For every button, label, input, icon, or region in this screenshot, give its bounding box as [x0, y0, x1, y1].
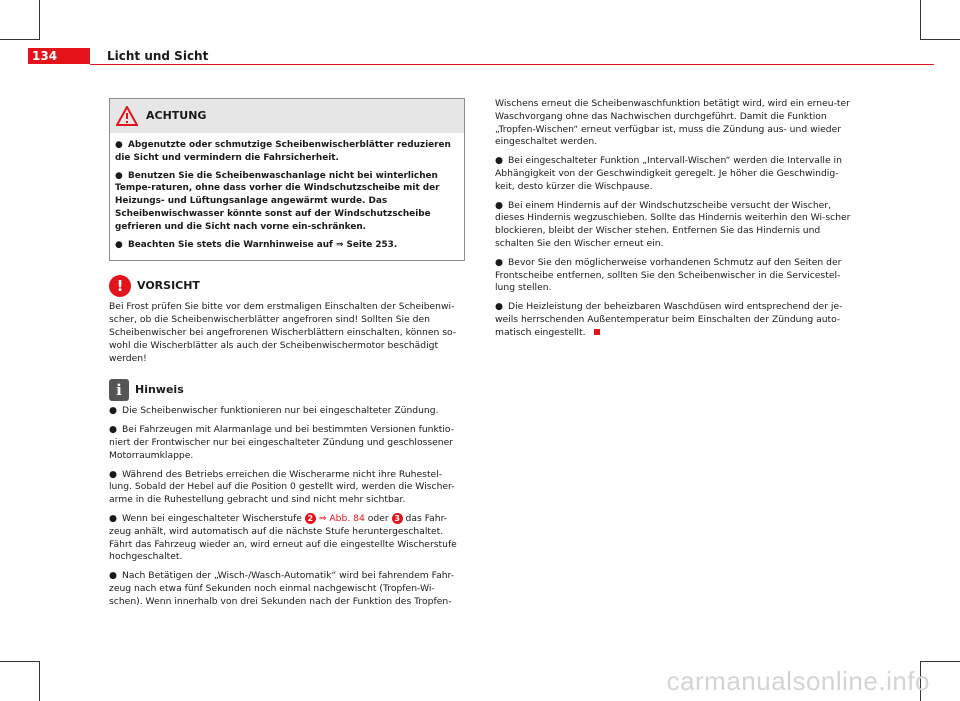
watermark: carmanualsonline.info — [666, 666, 930, 696]
list-item: ● Die Scheibenwischer funktionieren nur bei eingeschalteter Zündung. — [109, 405, 439, 417]
list-item: ● Wenn bei eingeschalteter Wischerstufe 2 ⇒ Abb. 84 oder 3 das Fahr-zeug anhält, wird automatisch auf die nächste Stufe heruntergeschaltet. Fährt das Fahrzeug wieder an, wird erneut auf die eingestellte Wischerstufe hochgeschaltet. — [109, 512, 457, 563]
crop-mark — [0, 661, 40, 662]
list-item: ● Benutzen Sie die Scheibenwaschanlage nicht bei winterlichen Tempe-raturen, ohne dass vorher die Windschutzscheibe mit der Heizungs- und Lüftungsanlage angewärmt wurde. Das Scheibenwischwasser könnte sonst auf der Windschutzscheibe gefrieren und die Sicht nach vorne ein-schränken. — [115, 170, 440, 232]
crop-mark — [0, 39, 40, 40]
warning-box — [109, 98, 465, 261]
header-rule — [90, 64, 934, 65]
crop-mark — [920, 0, 921, 40]
list-item: ● Während des Betriebs erreichen die Wischerarme nicht ihre Ruhestel-lung. Sobald der Hebel auf die Position 0 gestellt wird, werden die Wischer-arme in die Ruhestellung gebracht und sind nicht mehr sichtbar. — [109, 468, 455, 506]
list-item: ● Die Heizleistung der beheizbaren Waschdüsen wird entsprechend der je-weils herrschenden Außentemperatur beim Einschalten der Zündung auto-matisch eingestellt. — [495, 301, 843, 338]
left-column — [109, 98, 465, 615]
note-title: Hinweis — [135, 382, 184, 396]
caution-text: Bei Frost prüfen Sie bitte vor dem erstmaligen Einschalten der Scheibenwi-scher, ob die Scheibenwischerblätter angefroren sind! Sollten Sie den Scheibenwischer bei angefrorenen Wischerblättern einschalten, können so-wohl die Wischerblätter als auch der Scheibenwischermotor beschädigt werden! — [109, 301, 457, 364]
page-reference-link[interactable]: ⇒ Seite 253 — [335, 239, 394, 250]
crop-mark — [39, 0, 40, 40]
caution-title: VORSICHT — [137, 278, 200, 292]
warning-triangle-icon — [116, 106, 138, 126]
crop-mark — [39, 661, 40, 701]
page-number: 134 — [28, 48, 90, 64]
callout-number: 2 — [305, 513, 316, 524]
continuation-text: Wischens erneut die Scheibenwaschfunktion betätigt wird, wird ein erneu-ter Waschvorgang ohne das Nachwischen durchgeführt. Damit die Funktion „Tropfen-Wischen“ erneut verfügbar ist, muss die Zündung aus- und wieder eingeschaltet werden. — [495, 98, 850, 148]
crop-mark — [920, 39, 960, 40]
warning-header — [110, 99, 464, 133]
right-column — [495, 98, 851, 346]
caution-header — [109, 275, 465, 297]
note-header — [109, 379, 465, 401]
chapter-title: Licht und Sicht — [107, 49, 209, 63]
list-item: ● Bei Fahrzeugen mit Alarmanlage und bei bestimmten Versionen funktio-niert der Frontwischer nur bei eingeschalteter Zündung und geschlossener Motorraumklappe. — [109, 424, 455, 461]
list-item: ● Bei einem Hindernis auf der Windschutzscheibe versucht der Wischer, dieses Hindernis wegzuschieben. Sollte das Hindernis weiterhin den Wi-scher blockieren, bleibt der Wischer stehen. Entfernen Sie das Hindernis und schalten Sie den Wischer erneut ein. — [495, 199, 851, 249]
crop-mark — [920, 661, 960, 662]
list-item: ● Abgenutzte oder schmutzige Scheibenwischerblätter reduzieren die Sicht und vermindern die Fahrsicherheit. — [115, 140, 451, 163]
list-item: ● Beachten Sie stets die Warnhinweise auf ⇒ Seite 253. — [115, 239, 398, 250]
list-item: ● Bei eingeschalteter Funktion „Intervall-Wischen“ werden die Intervalle in Abhängigkeit von der Geschwindigkeit geregelt. Je höher die Geschwindig-keit, desto kürzer die Wischpause. — [495, 155, 842, 192]
list-item: ● Nach Betätigen der „Wisch-/Wasch-Automatik“ wird bei fahrendem Fahr-zeug nach etwa fünf Sekunden noch einmal nachgewischt (Tropfen-Wi-schen). Wenn innerhalb von drei Sekunden nach der Funktion des Tropfen- — [109, 570, 455, 607]
list-item: ● Bevor Sie den möglicherweise vorhandenen Schmutz auf den Seiten der Frontscheibe entfernen, sollten Sie den Scheibenwischer in die Servicestel-lung stellen. — [495, 256, 842, 294]
warning-title: ACHTUNG — [146, 108, 207, 122]
callout-number: 3 — [392, 513, 403, 524]
caution-exclamation-icon: ! — [109, 275, 131, 297]
section-end-marker — [594, 329, 600, 335]
info-note-icon: i — [109, 379, 129, 401]
figure-reference-link[interactable]: ⇒ Abb. 84 — [318, 512, 365, 524]
warning-body — [110, 139, 464, 260]
